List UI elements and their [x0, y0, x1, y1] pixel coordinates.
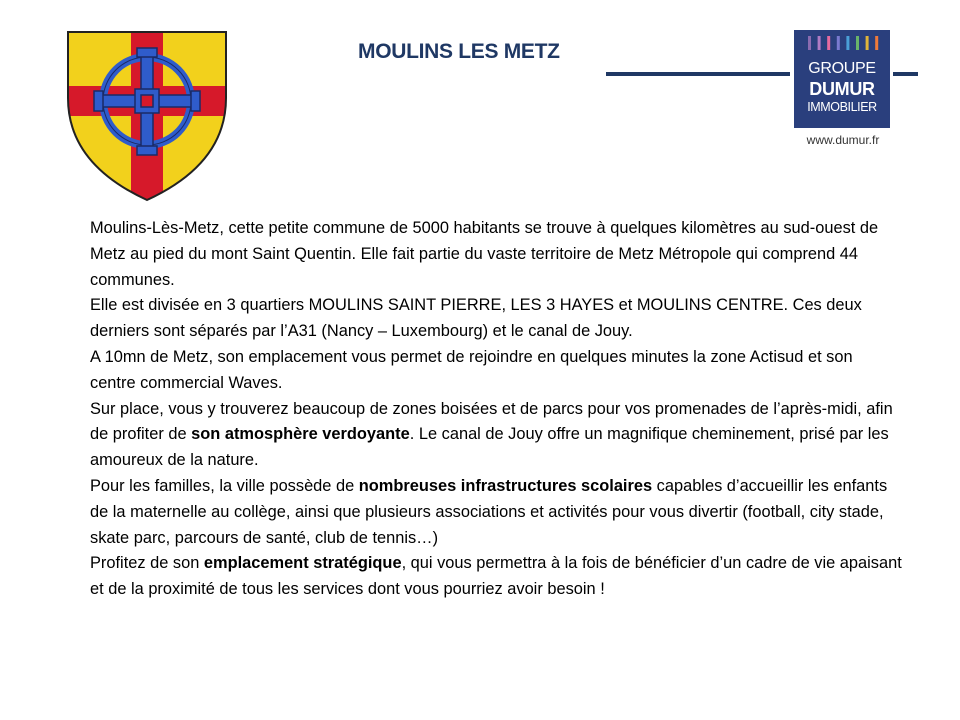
groupe-dumur-logo — [794, 30, 890, 128]
logo-color-bar — [827, 36, 830, 50]
logo-line-dumur: DUMUR — [809, 79, 875, 99]
title-divider-right — [893, 72, 918, 76]
page-title: MOULINS LES METZ — [358, 40, 560, 63]
logo-color-bar — [808, 36, 811, 50]
logo-color-bar — [818, 36, 821, 50]
logo-line-groupe: GROUPE — [808, 60, 876, 77]
body-paragraph — [90, 551, 902, 603]
paragraph-text: Sur place, vous y trouverez beaucoup de zones boisées et de parcs pour vos promenades de l’après-midi, afin de profiter de — [90, 399, 893, 444]
logo-color-bar — [875, 36, 878, 50]
logo-color-bar — [866, 36, 869, 50]
emphasis-text: son atmosphère verdoyante — [191, 425, 410, 444]
paragraph-text: , qui vous permettra à la fois de bénéficier d’un cadre de vie apaisant et de la proximité de tous les services dont vous pourriez avoir besoin ! — [90, 554, 902, 599]
title-divider-left — [606, 72, 790, 76]
body-paragraph — [90, 345, 902, 397]
body-paragraph — [90, 474, 902, 551]
body-paragraph — [90, 397, 902, 474]
paragraph-text: Elle est divisée en 3 quartiers MOULINS SAINT PIERRE, LES 3 HAYES et MOULINS CENTRE. Ces deux derniers sont séparés par l’A31 (Nancy – Luxembourg) et le canal de Jouy. — [90, 296, 862, 341]
paragraph-text: capables d’accueillir les enfants de la maternelle au collège, ainsi que plusieurs associations et activités pour vous divertir (football, city stade, skate parc, parcours de santé, club de tennis…) — [90, 476, 888, 547]
paragraph-text: . Le canal de Jouy offre un magnifique cheminement, prisé par les amoureux de la nature. — [90, 425, 889, 470]
logo-color-bar — [837, 36, 840, 50]
coat-of-arms-icon — [64, 28, 230, 204]
body-paragraph — [90, 293, 902, 345]
paragraph-text: Pour les familles, la ville possède de — [90, 476, 359, 495]
emphasis-text: emplacement stratégique — [203, 554, 402, 573]
paragraph-text: Moulins-Lès-Metz, cette petite commune de 5000 habitants se trouve à quelques kilomètres au sud-ouest de Metz au pied du mont Saint Quentin. Elle fait partie du vaste territoire de Metz Métropole qui comprend 44 communes. — [90, 219, 879, 289]
emphasis-text: nombreuses infrastructures scolaires — [358, 476, 653, 495]
logo-line-immobilier: IMMOBILIER — [807, 100, 877, 114]
logo-url: www.dumur.fr — [806, 133, 880, 147]
logo-color-bars-icon — [804, 36, 884, 50]
paragraph-text: A 10mn de Metz, son emplacement vous permet de rejoindre en quelques minutes la zone Actisud et son centre commercial Waves. — [90, 347, 853, 392]
body-paragraph — [90, 216, 902, 293]
logo-color-bar — [856, 36, 859, 50]
logo-color-bar — [846, 36, 849, 50]
paragraph-text: Profitez de son — [90, 554, 204, 573]
body-text — [90, 216, 902, 603]
